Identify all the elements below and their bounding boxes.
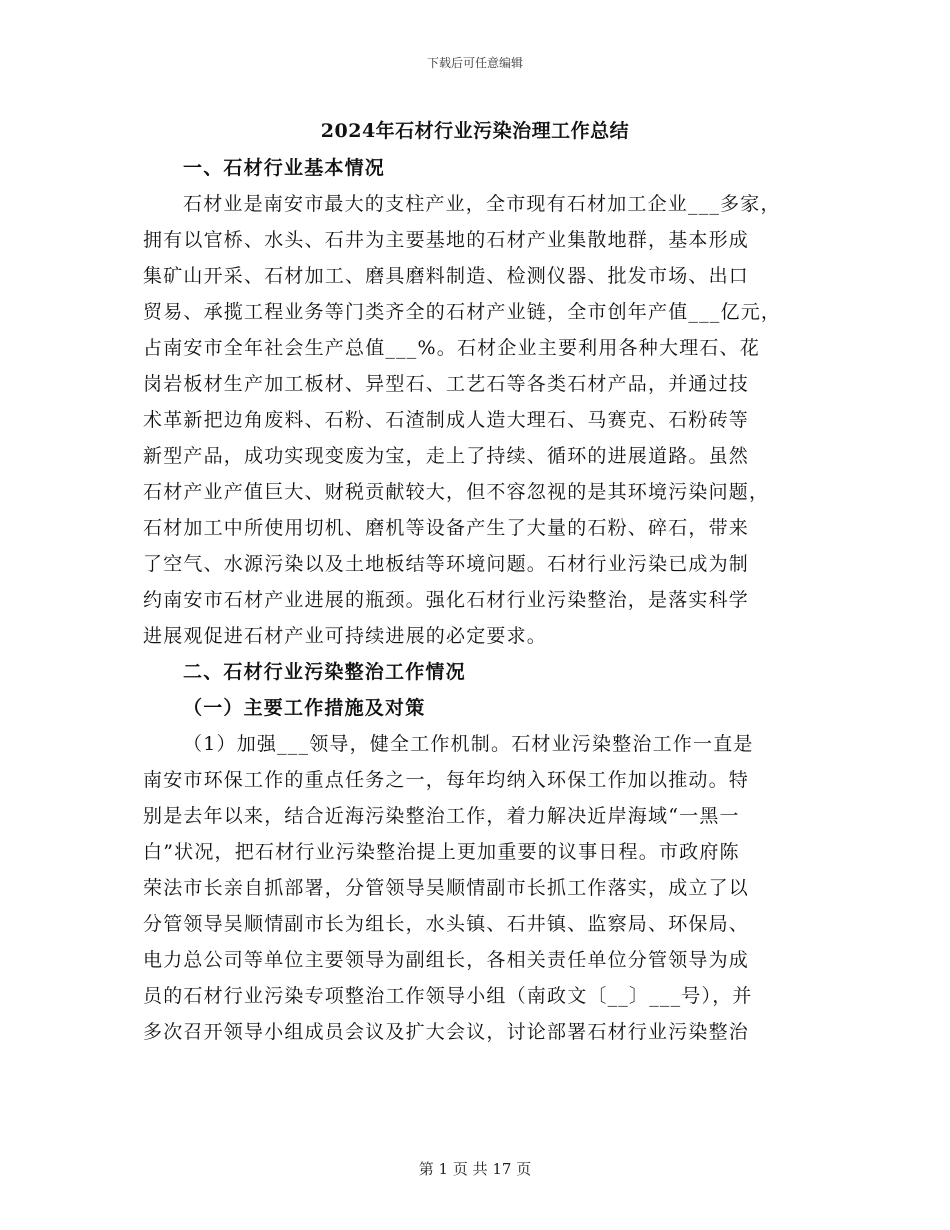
document-title: 2024年石材行业污染治理工作总结 [320,120,630,142]
subsection-1-paragraph [143,726,823,1050]
paragraph-line: 南安市环保工作的重点任务之一，每年均纳入环保工作加以推动。特 [143,769,750,791]
paragraph-line: 石材业是南安市最大的支柱产业，全市现有石材加工企业___多家， [183,193,781,215]
paragraph-line: 占南安市全年社会生产总值___%。石材企业主要利用各种大理石、花 [143,337,760,359]
paragraph-line: 石材产业产值巨大、财税贡献较大，但不容忽视的是其环境污染问题， [143,481,770,503]
paragraph-line: 贸易、承揽工程业务等门类齐全的石材产业链，全市创年产值___亿元， [143,301,782,323]
paragraph-line: 拥有以官桥、水头、石井为主要基地的石材产业集散地群，基本形成 [143,229,750,251]
paragraph-line: 新型产品，成功实现变废为宝，走上了持续、循环的进展道路。虽然 [143,445,750,467]
paragraph-line: （1）加强___领导，健全工作机制。石材业污染整治工作一直是 [183,733,754,755]
document-body [143,150,823,1050]
paragraph-line: 进展观促进石材产业可持续进展的必定要求。 [143,625,548,647]
page-number: 第 1 页 共 17 页 [418,1160,532,1178]
paragraph-line: 员的石材行业污染专项整治工作领导小组（南政文〔__〕___号），并 [143,985,753,1007]
paragraph-line: 分管领导吴顺情副市长为组长，水头镇、石井镇、监察局、环保局、 [143,913,750,935]
paragraph-line: 石材加工中所使用切机、磨机等设备产生了大量的石粉、碎石，带来 [143,517,750,539]
paragraph-line: 约南安市石材产业进展的瓶颈。强化石材行业污染整治，是落实科学 [143,589,750,611]
section-heading-1: 一、石材行业基本情况 [183,157,386,179]
paragraph-line: 荣法市长亲自抓部署，分管领导吴顺情副市长抓工作落实，成立了以 [143,877,750,899]
section-heading-2: 二、石材行业污染整治工作情况 [183,661,466,683]
paragraph-line: 集矿山开采、石材加工、磨具磨料制造、检测仪器、批发市场、出口 [143,265,750,287]
paragraph-line: 岗岩板材生产加工板材、异型石、工艺石等各类石材产品，并通过技 [143,373,750,395]
paragraph-line: 多次召开领导小组成员会议及扩大会议，讨论部署石材行业污染整治 [143,1021,750,1043]
paragraph-line: 术革新把边角废料、石粉、石渣制成人造大理石、马赛克、石粉砖等 [143,409,750,431]
paragraph-line: 了空气、水源污染以及土地板结等环境问题。石材行业污染已成为制 [143,553,750,575]
paragraph-line: 别是去年以来，结合近海污染整治工作，着力解决近岸海域“一黑一 [143,805,740,827]
paragraph-line: 白”状况，把石材行业污染整治提上更加重要的议事日程。市政府陈 [143,841,740,863]
section-1-paragraph [143,186,823,654]
paragraph-line: 电力总公司等单位主要领导为副组长，各相关责任单位分管领导为成 [143,949,750,971]
subsection-heading-1: （一）主要工作措施及对策 [183,697,426,719]
header-note: 下载后可任意编辑 [426,56,523,70]
